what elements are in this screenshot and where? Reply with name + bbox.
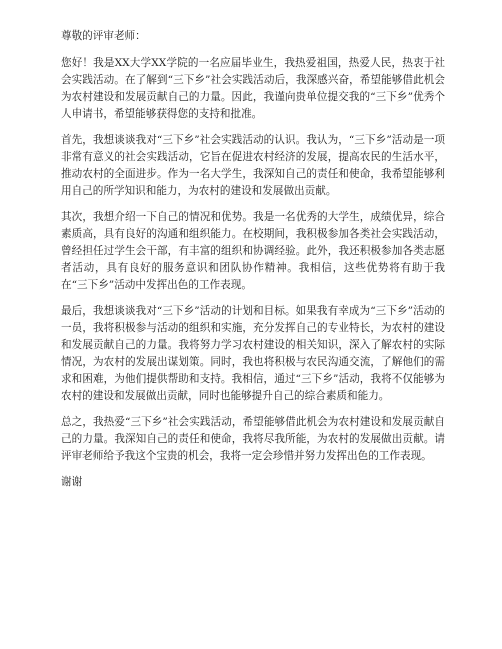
paragraph-plans: 最后，我想谈谈我对“三下乡”活动的计划和目标。如果我有幸成为“三下乡”活动的一员，我将积极参与活动的组织和实施，充分发挥自己的专业特长，为农村的建设和发展贡献自己的力量。我将努力学习农村建设的相关知识，深入了解农村的实际情况，为农村的发展出谋划策。同时，我也将积极与农民沟通交流，了解他们的需求和困难，为他们提供帮助和支持。我相信，通过“三下乡”活动，我将不仅能够为农村的建设和发展做出贡献，同时也能够提升自己的综合素质和能力。 bbox=[61, 305, 445, 402]
paragraph-understanding: 首先，我想谈谈我对“三下乡”社会实践活动的认识。我认为，“三下乡”活动是一项非常有意义的社会实践活动，它旨在促进农村经济的发展，提高农民的生活水平，推动农村的全面进步。作为一名大学生，我深知自己的责任和使命，我希望能够利用自己的所学知识和能力，为农村的建设和发展做出贡献。 bbox=[61, 134, 445, 197]
letter-page bbox=[61, 28, 445, 491]
paragraph-introduction: 您好！我是XX大学XX学院的一名应届毕业生，我热爱祖国，热爱人民，热衷于社会实践活动。在了解到“三下乡”社会实践活动后，我深感兴奋，希望能够借此机会为农村建设和发展贡献自己的力量。因此，我谨向贵单位提交我的“三下乡”优秀个人申请书，希望能够获得您的支持和批准。 bbox=[61, 57, 445, 120]
letter-salutation: 尊敬的评审老师： bbox=[61, 30, 146, 42]
letter-closing: 谢谢 bbox=[61, 476, 83, 488]
paragraph-strengths: 其次，我想介绍一下自己的情况和优势。我是一名优秀的大学生，成绩优异，综合素质高，具有良好的沟通和组织能力。在校期间，我积极参加各类社会实践活动，曾经担任过学生会干部，有丰富的组织和协调经验。此外，我还积极参加各类志愿者活动，具有良好的服务意识和团队协作精神。我相信，这些优势将有助于我在“三下乡”活动中发挥出色的工作表现。 bbox=[61, 211, 445, 291]
paragraph-conclusion: 总之，我热爱“三下乡”社会实践活动，希望能够借此机会为农村建设和发展贡献自己的力量。我深知自己的责任和使命，我将尽我所能，为农村的发展做出贡献。请评审老师给予我这个宝贵的机会，我将一定会珍惜并努力发挥出色的工作表现。 bbox=[61, 416, 445, 462]
